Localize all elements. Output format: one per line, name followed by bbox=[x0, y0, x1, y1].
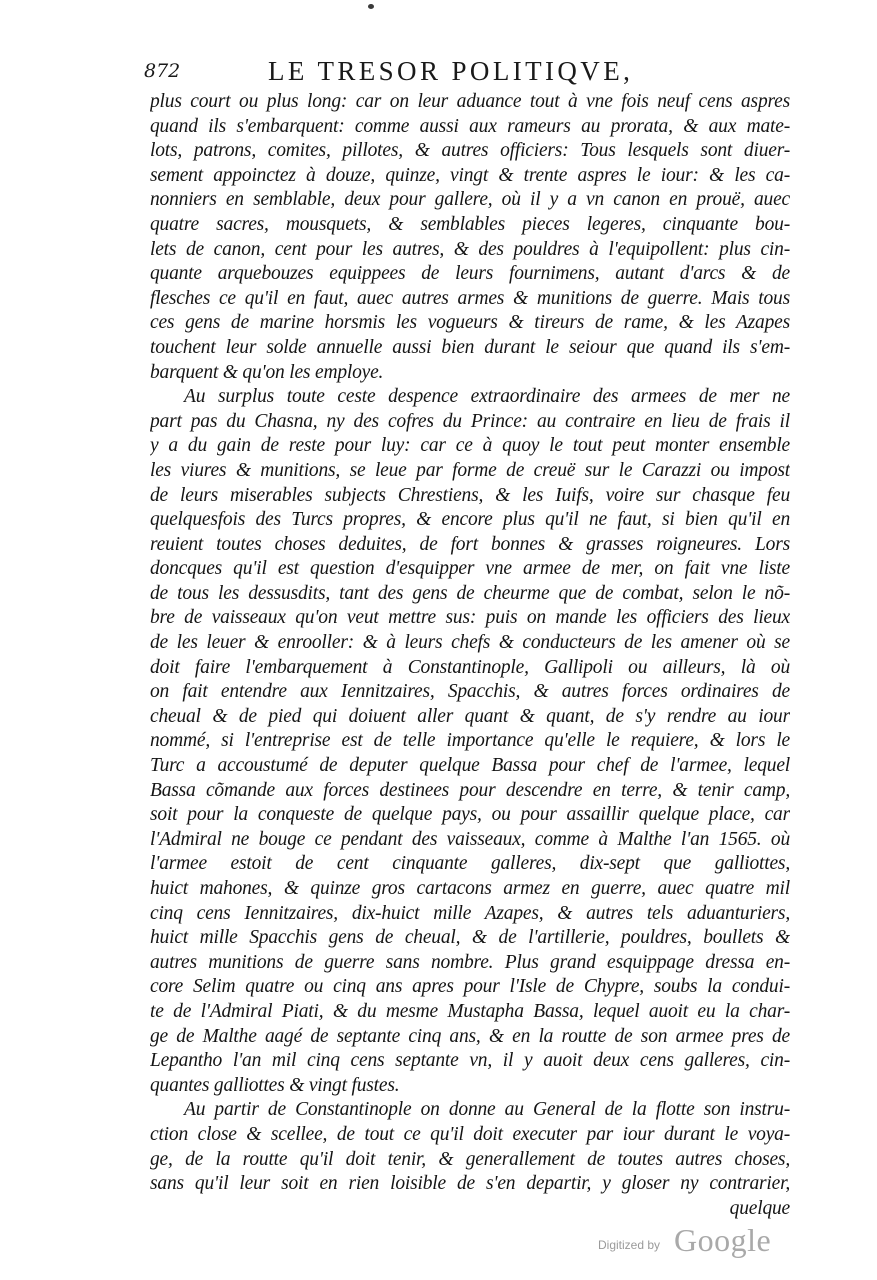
text-line: sans qu'il leur soit en rien loisible de s'en departir, y gloser ny contrarier, bbox=[150, 1173, 790, 1195]
text-line: lets de canon, cent pour les autres, & des pouldres à l'equipollent: plus cin- bbox=[150, 238, 790, 260]
text-line: quelquesfois des Turcs propres, & encore plus qu'il ne faut, si bien qu'il en bbox=[150, 509, 790, 531]
text-line: ge de Malthe aagé de septante cinq ans, & en la routte de son armee pres de bbox=[150, 1025, 790, 1047]
text-line: de les leuer & enrooller: & à leurs chefs & conducteurs de les amener où se bbox=[150, 632, 790, 654]
text-line: Turc a accoustumé de deputer quelque Bassa pour chef de l'armee, lequel bbox=[150, 755, 790, 777]
text-line: on fait entendre aux Iennitzaires, Spacchis, & autres forces ordinaires de bbox=[150, 681, 790, 703]
text-line: cinq cens Iennitzaires, dix-huict mille Azapes, & autres tels aduanturiers, bbox=[150, 902, 790, 924]
text-line: Au partir de Constantinople on donne au General de la flotte son instru- bbox=[184, 1099, 790, 1121]
page-number: 872 bbox=[144, 60, 181, 82]
text-line: nonniers en semblable, deux pour gallere, où il y a vn canon en prouë, auec bbox=[150, 189, 790, 211]
text-line: ge, de la routte qu'il doit tenir, & generallement de toutes autres choses, bbox=[150, 1148, 790, 1170]
text-line: quante arquebouzes equippees de leurs fournimens, autant d'arcs & de bbox=[150, 263, 790, 285]
catchword: quelque bbox=[729, 1197, 790, 1219]
text-line: sement appoinctez à douze, quinze, vingt & trente aspres le iour: & les ca- bbox=[150, 164, 790, 186]
text-line: reuient toutes choses deduites, de fort bonnes & grasses roigneures. Lors bbox=[150, 533, 790, 555]
text-line: soit pour la conqueste de quelque pays, ou pour assaillir quelque place, car bbox=[150, 804, 790, 826]
google-watermark bbox=[598, 1222, 788, 1262]
text-line: quand ils s'embarquent: comme aussi aux rameurs au prorata, & aux mate- bbox=[150, 115, 790, 137]
text-line: autres munitions de guerre sans nombre. Plus grand esquippage dressa en- bbox=[150, 951, 790, 973]
text-line: Lepantho l'an mil cinq cens septante vn, il y auoit deux cens galleres, cin- bbox=[150, 1050, 790, 1072]
text-line: ction close & scellee, de tout ce qu'il doit executer par iour durant le voya- bbox=[150, 1123, 790, 1145]
text-line: flesches ce qu'il en faut, auec autres armes & munitions de guerre. Mais tous bbox=[150, 287, 790, 309]
text-line: doit faire l'embarquement à Constantinople, Gallipoli ou ailleurs, là où bbox=[150, 656, 790, 678]
running-title: LE TRESOR POLITIQVE, bbox=[268, 56, 634, 86]
text-line: Au surplus toute ceste despence extraordinaire des armees de mer ne bbox=[184, 386, 790, 408]
scan-speck bbox=[368, 4, 374, 9]
page-header bbox=[140, 54, 790, 90]
text-line: les viures & munitions, se leue par forme de creuë sur le Carazzi ou impost bbox=[150, 459, 790, 481]
text-line: doncques qu'il est question d'esquipper vne armee de mer, on fait vne liste bbox=[150, 558, 790, 580]
google-logo: Google bbox=[674, 1222, 772, 1258]
text-line: core Selim quatre ou cinq ans apres pour l'Isle de Chypre, soubs la condui- bbox=[150, 976, 790, 998]
text-line: lots, patrons, comites, pillotes, & autres officiers: Tous lesquels sont diuer- bbox=[150, 140, 790, 162]
text-line: de tous les dessusdits, tant des gens de cheurme que de combat, selon le nõ- bbox=[150, 582, 790, 604]
text-line: huict mille Spacchis gens de cheual, & de l'artillerie, pouldres, boullets & bbox=[150, 927, 790, 949]
text-line: part pas du Chasna, ny des cofres du Prince: au contraire en lieu de frais il bbox=[150, 410, 790, 432]
text-line: te de l'Admiral Piati, & du mesme Mustapha Bassa, lequel auoit eu la char- bbox=[150, 1000, 790, 1022]
text-line: ces gens de marine horsmis les vogueurs & tireurs de rame, & les Azapes bbox=[150, 312, 790, 334]
text-line: bre de vaisseaux qu'on veut mettre sus: puis on mande les officiers des lieux bbox=[150, 607, 790, 629]
text-line: l'Admiral ne bouge ce pendant des vaisseaux, comme à Malthe l'an 1565. où bbox=[150, 828, 790, 850]
text-line: barquent & qu'on les employe. bbox=[150, 361, 384, 383]
body-text bbox=[150, 90, 790, 1221]
text-line: l'armee estoit de cent cinquante galleres, dix-sept que galliottes, bbox=[150, 853, 790, 875]
text-line: y a du gain de reste pour luy: car ce à quoy le tout peut monter ensemble bbox=[150, 435, 790, 457]
text-line: quantes galliottes & vingt fustes. bbox=[150, 1074, 400, 1096]
text-line: cheual & de pied qui doiuent aller quant & quant, de s'y rendre au iour bbox=[150, 705, 790, 727]
text-line: huict mahones, & quinze gros cartacons armez en guerre, auec quatre mil bbox=[150, 878, 790, 899]
text-line: quatre sacres, mousquets, & semblables pieces legeres, cinquante bou- bbox=[150, 213, 790, 235]
watermark-prefix: Digitized by bbox=[598, 1238, 661, 1252]
text-line: Bassa cõmande aux forces destinees pour descendre en terre, & tenir camp, bbox=[150, 779, 790, 801]
text-line: plus court ou plus long: car on leur aduance tout à vne fois neuf cens aspres bbox=[150, 91, 790, 112]
text-line: nommé, si l'entreprise est de telle importance qu'elle le requiere, & lors le bbox=[150, 730, 790, 752]
text-line: de leurs miserables subjects Chrestiens, & les Iuifs, voire sur chasque feu bbox=[150, 484, 790, 506]
text-line: touchent leur solde annuelle aussi bien durant le seiour que quand ils s'em- bbox=[150, 336, 790, 358]
